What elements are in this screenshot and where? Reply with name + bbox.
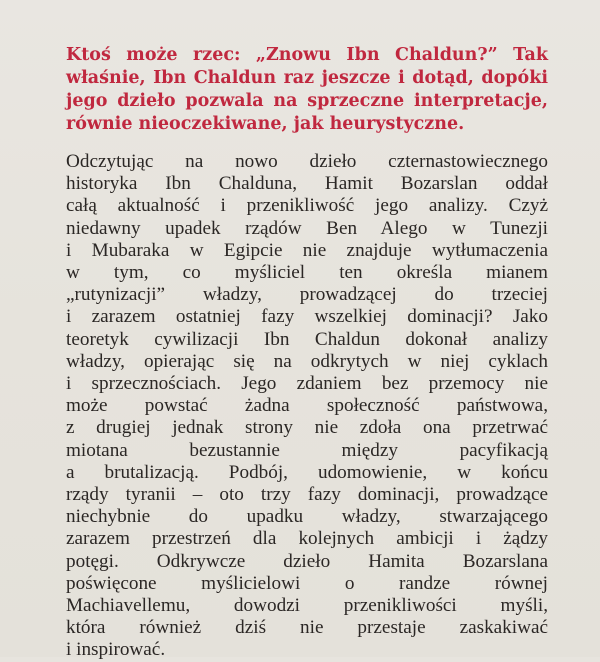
body-line: władzy, opierając się na odkrytych w niej cyklach	[66, 350, 548, 372]
body-line: która również dziś nie przestaje zaskakiwać	[66, 617, 548, 639]
body-line: „rutynizacji” władzy, prowadzącej do trzeciej	[66, 284, 548, 306]
body-line: potęgi. Odkrywcze dzieło Hamita Bozarslana	[66, 550, 548, 572]
description-paragraph	[66, 151, 548, 662]
body-line: i Mubaraka w Egipcie nie znajduje wytłumaczenia	[66, 239, 548, 261]
body-line: i inspirować.	[66, 639, 166, 661]
body-line: poświęcone myślicielowi o randze równej	[66, 572, 548, 594]
body-line: rządy tyranii – oto trzy fazy dominacji, prowadzące	[66, 484, 548, 506]
body-line: historyka Ibn Chalduna, Hamit Bozarslan oddał	[66, 173, 548, 195]
body-line: Machiavellemu, dowodzi przenikliwości myśli,	[66, 595, 548, 617]
body-line: miotana bezustannie między pacyfikacją	[66, 439, 548, 461]
body-line: teoretyk cywilizacji Ibn Chaldun dokonał analizy	[66, 328, 548, 350]
body-line: niechybnie do upadku władzy, stwarzającego	[66, 506, 548, 528]
intro-line: jego dzieło pozwala na sprzeczne interpretacje,	[66, 91, 548, 111]
body-line: z drugiej jednak strony nie zdoła ona przetrwać	[66, 417, 548, 439]
body-line: zarazem przestrzeń dla kolejnych ambicji i żądzy	[66, 528, 548, 550]
intro-line: właśnie, Ibn Chaldun raz jeszcze i dotąd, dopóki	[66, 68, 548, 88]
intro-quote	[66, 44, 548, 136]
body-line: może powstać żadna społeczność państwowa,	[66, 395, 548, 417]
body-line: w tym, co myśliciel ten określa mianem	[66, 262, 548, 284]
body-line: i zarazem ostatniej fazy wszelkiej dominacji? Jako	[66, 306, 548, 328]
body-line: niedawny upadek rządów Ben Alego w Tunezji	[66, 217, 548, 239]
intro-line: równie nieoczekiwane, jak heurystyczne.	[66, 114, 465, 134]
body-line: i sprzecznościach. Jego zdaniem bez przemocy nie	[66, 373, 548, 395]
body-line: całą aktualność i przenikliwość jego analizy. Czyż	[66, 195, 548, 217]
intro-line: Ktoś może rzec: „Znowu Ibn Chaldun?” Tak	[66, 45, 548, 65]
body-line: a brutalizacją. Podbój, udomowienie, w końcu	[66, 461, 548, 483]
body-line: Odczytując na nowo dzieło czternastowiecznego	[66, 151, 548, 172]
